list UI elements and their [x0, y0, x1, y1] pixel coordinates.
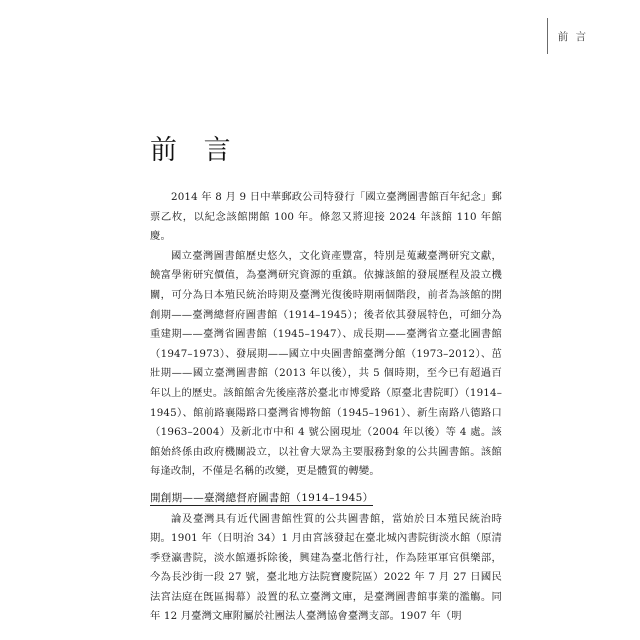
paragraph: 論及臺灣具有近代圖書館性質的公共圖書館，當始於日本殖民統治時期。1901 年（日明治 34）1 月由宮該發起在臺北城內書院街淡水館（原清季登瀛書院，淡水館遷拆除後，興建為臺北偕行社，作為陸軍軍官俱樂部，今為長沙街一段 27 號，臺北地方法院寶慶院區）2022 年 7 月 27 日國民法宮法庭在旣區揭幕）設置的私立臺灣文庫，是臺灣圖書館事業的濫觴。同年 12 月臺灣文庫附屬於社團法人臺灣協會臺灣支部。1907 年（明 — [150, 512, 502, 623]
page-title: 前 言 — [150, 135, 240, 166]
paragraph: 國立臺灣圖書館歷史悠久，文化資產豐富，特別是蒐藏臺灣研究文獻，饒富學術研究價值，為臺灣研究資源的重鎮。依據該館的發展歷程及設立機關，可分為日本殖民統治時期及臺灣光復後時期兩個階段，前者為該館的開創期——臺灣總督府圖書館（1914–1945）；後者依其發展特色，可細分為重建期——臺灣省圖書館（1945–1947）、成長期——臺灣省立臺北圖書館（1947–1973）、發展期——國立中央圖書館臺灣分館（1973–2012）、茁壯期——國立臺灣圖書館（2013 年以後），共 5 個時期，至今已有超過百年以上的歷史。該館館舍先後座落於臺北市博愛路（原臺北書院町）（1914–1945）、館前路襄陽路口臺灣省博物館（1945–1961）、新生南路八德路口（1963–2004）及新北市中和 4 號公園現址（2004 年以後）等 4 處。該館始終係由政府機關設立，以社會大眾為主要服務對象的公共圖書館。該館每逢改制，不僅是名稱的改變，更是體質的轉變。 — [150, 249, 502, 478]
body-column — [150, 188, 502, 627]
section-heading-label: 開創期——臺灣總督府圖書館（1914–1945） — [150, 491, 374, 504]
running-head-label: 前 言 — [557, 30, 588, 43]
paragraph: 2014 年 8 月 9 日中華郵政公司特發行「國立臺灣圖書館百年紀念」郵票乙枚，以紀念該館開館 100 年。條忽又將迎接 2024 年該館 110 年館慶。 — [150, 191, 502, 243]
vertical-rule-icon — [547, 18, 548, 54]
running-head — [547, 18, 588, 54]
section-heading — [150, 489, 502, 509]
